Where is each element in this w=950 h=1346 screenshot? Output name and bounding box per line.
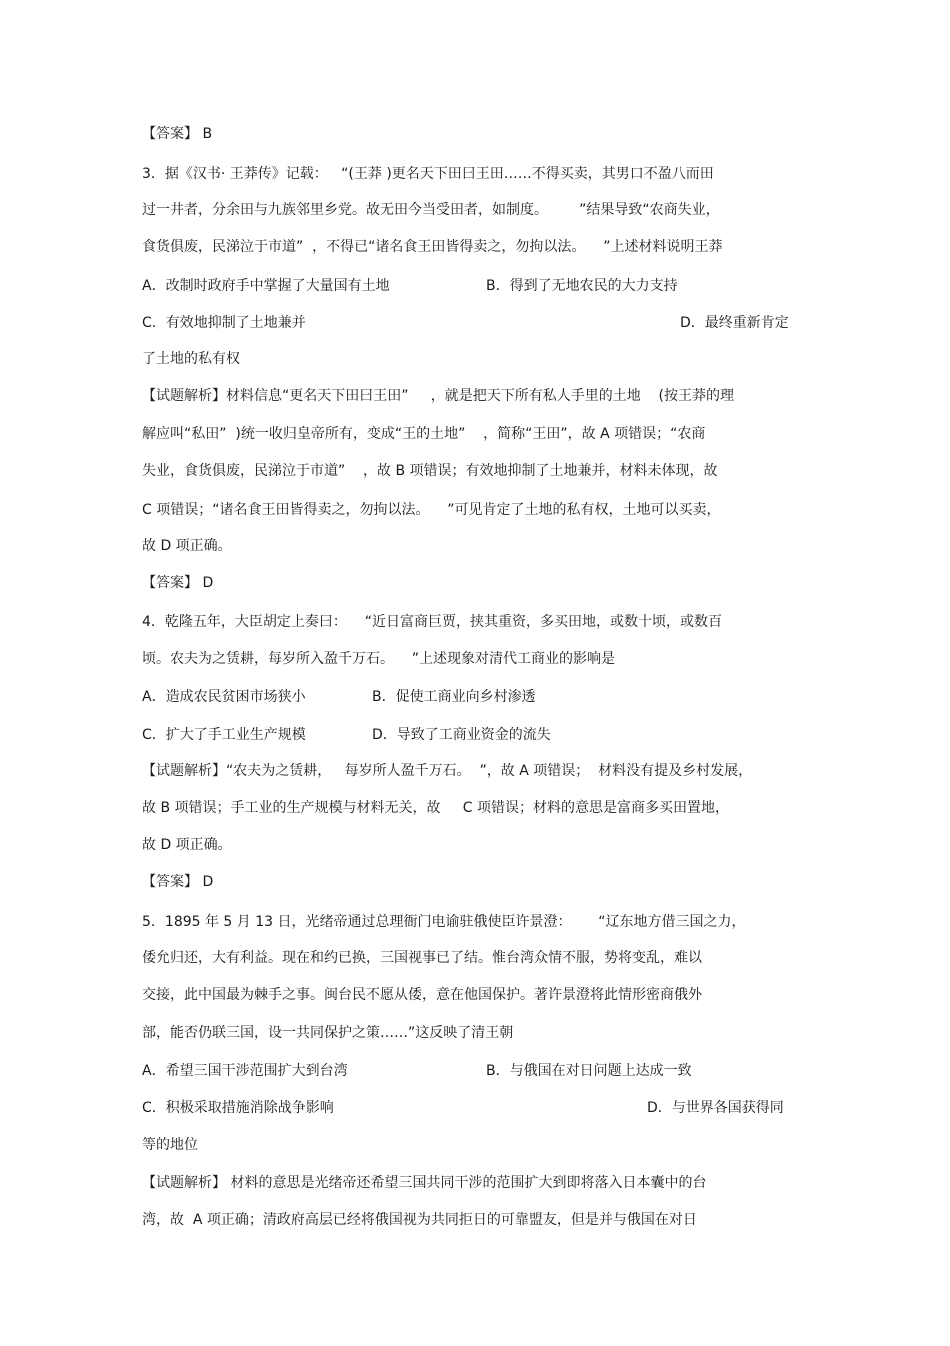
q5-option-b: B．与俄国在对日问题上达成一致 xyxy=(486,1063,692,1079)
answer-label: 【答案】 B xyxy=(142,126,213,142)
q4-analysis-line-1: 【试题解析】“农夫为之赁耕， 每岁所人盈千万石。 ”，故 A 项错误； 材料没有提及乡村发展， xyxy=(142,763,753,779)
q3-analysis-line-2: 解应叫“私田” )统一收归皇帝所有，变成“王的土地” ，简称“王田”，故 A 项错误；“农商 xyxy=(142,426,706,442)
q4-analysis-line-3: 故 D 项正确。 xyxy=(142,837,232,853)
q3-analysis-line-1: 【试题解析】材料信息“更名天下田曰王田” ，就是把天下所有私人手里的土地 (按王莽的理 xyxy=(142,388,735,404)
q3-option-a: A．改制时政府手中掌握了大量国有土地 xyxy=(142,278,390,294)
q4-stem-line-2: 顷。农夫为之赁耕，每岁所入盈千万石。 ”上述现象对清代工商业的影响是 xyxy=(142,651,616,667)
q5-analysis-line-1: 【试题解析】 材料的意思是光绪帝还希望三国共同干涉的范围扩大到即将落入日本囊中的台 xyxy=(142,1175,707,1191)
q3-stem-line-2: 过一井者，分余田与九族邻里乡党。故无田今当受田者，如制度。 ”结果导致“农商失业， xyxy=(142,202,720,218)
q4-option-c: C．扩大了手工业生产规模 xyxy=(142,727,306,743)
q3-analysis-line-5: 故 D 项正确。 xyxy=(142,538,232,554)
q5-option-d: D．与世界各国获得同 xyxy=(647,1100,784,1116)
q4-option-d: D．导致了工商业资金的流失 xyxy=(372,727,551,743)
q3-answer: 【答案】 D xyxy=(142,575,214,591)
q4-option-a: A．造成农民贫困市场狭小 xyxy=(142,689,306,705)
q5-stem-line-2: 倭允归还，大有利益。现在和约已换，三国视事已了结。惟台湾众情不服，势将变乱，难以 xyxy=(142,950,702,966)
q3-option-d-continued: 了土地的私有权 xyxy=(142,351,240,367)
q3-stem-line-1: 3．据《汉书· 王莽传》记载： “(王莽 )更名天下田曰王田……不得买卖，其男口不盈八而田 xyxy=(142,166,714,182)
q3-analysis-line-4: C 项错误；“诸名食王田皆得卖之，勿拘以法。 ”可见肯定了土地的私有权，土地可以买卖， xyxy=(142,502,721,518)
q4-stem-line-1: 4．乾隆五年，大臣胡定上奏曰： “近日富商巨贾，挟其重资，多买田地，或数十顷，或数百 xyxy=(142,614,722,630)
q3-option-b: B．得到了无地农民的大力支持 xyxy=(486,278,678,294)
q4-analysis-line-2: 故 B 项错误；手工业的生产规模与材料无关，故 C 项错误；材料的意思是富商多买田置地， xyxy=(142,800,729,816)
q3-stem-line-3: 食货俱废，民涕泣于市道” ，不得已“诸名食王田皆得卖之，勿拘以法。 ”上述材料说明王莽 xyxy=(142,239,723,255)
q5-stem-line-1: 5．1895 年 5 月 13 日，光绪帝通过总理衙门电谕驻俄使臣许景澄： “辽东地方借三国之力， xyxy=(142,914,746,930)
q5-stem-line-4: 部，能否仍联三国，设一共同保护之策……”这反映了清王朝 xyxy=(142,1025,514,1041)
q4-option-b: B．促使工商业向乡村渗透 xyxy=(372,689,536,705)
q4-answer: 【答案】 D xyxy=(142,874,214,890)
q3-option-c: C．有效地抑制了土地兼并 xyxy=(142,315,306,331)
q3-option-d: D．最终重新肯定 xyxy=(680,315,789,331)
q5-analysis-line-2: 湾，故 A 项正确；清政府高层已经将俄国视为共同拒日的可靠盟友，但是并与俄国在对日 xyxy=(142,1212,697,1228)
q5-option-d-continued: 等的地位 xyxy=(142,1137,198,1153)
q3-analysis-line-3: 失业，食货俱废，民涕泣于市道” ，故 B 项错误；有效地抑制了土地兼并，材料未体现，故 xyxy=(142,463,718,479)
q5-stem-line-3: 交接，此中国最为棘手之事。闽台民不愿从倭，意在他国保护。著许景澄将此情形密商俄外 xyxy=(142,987,702,1003)
q5-option-a: A．希望三国干涉范围扩大到台湾 xyxy=(142,1063,348,1079)
q5-option-c: C．积极采取措施消除战争影响 xyxy=(142,1100,334,1116)
